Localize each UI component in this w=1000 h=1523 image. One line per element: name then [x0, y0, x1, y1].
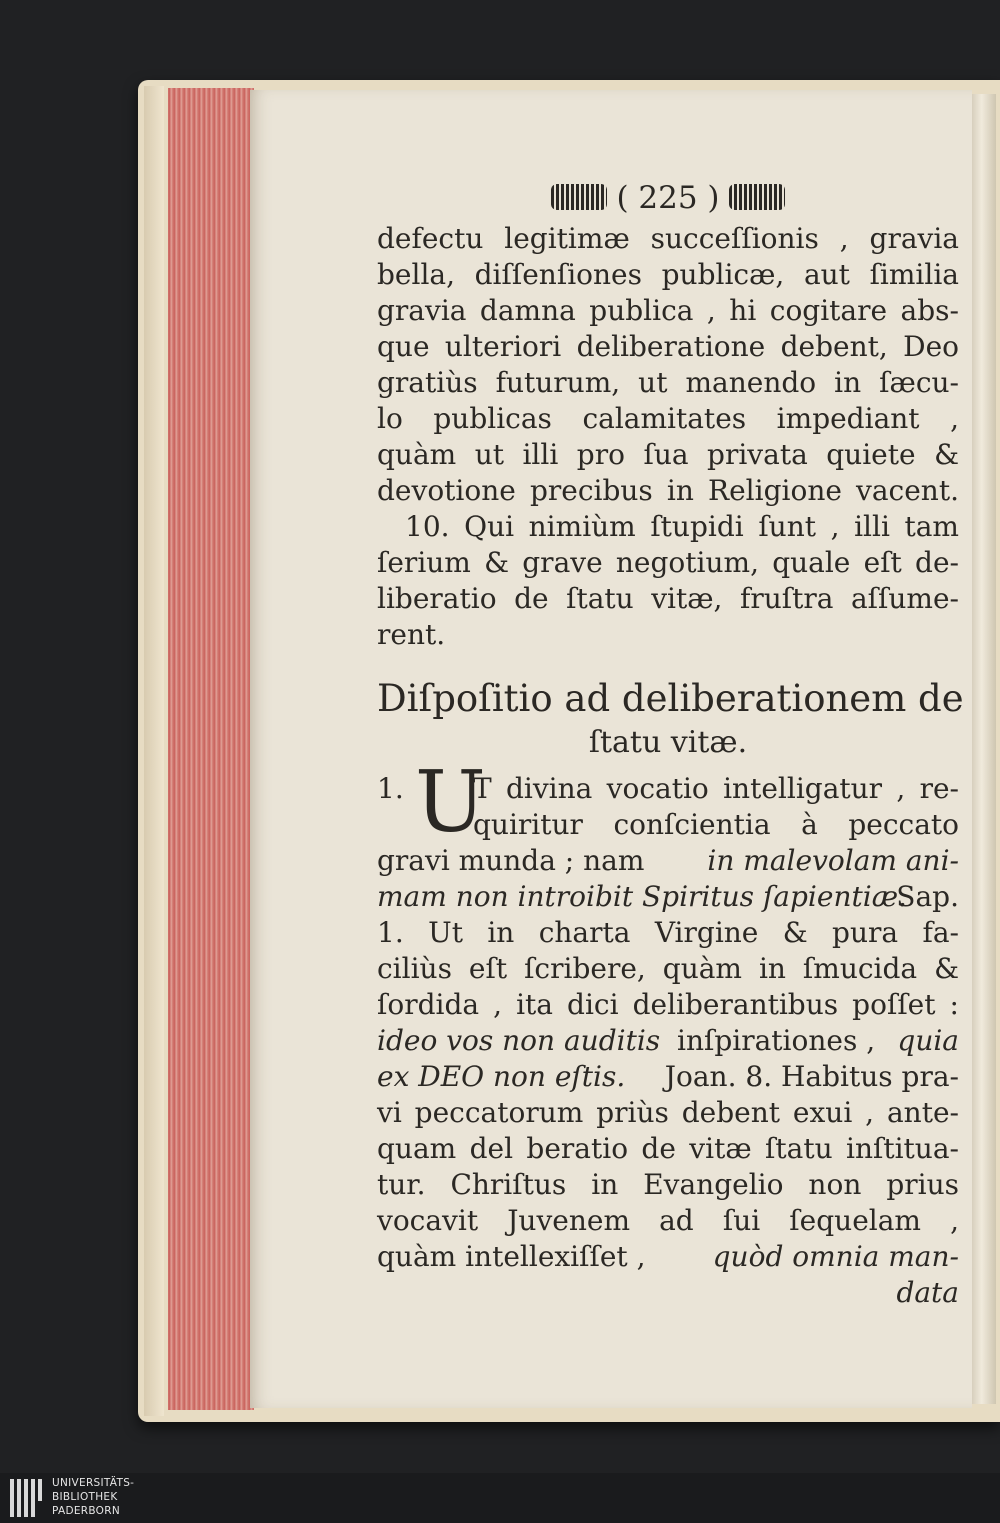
cover-edge	[144, 86, 164, 1416]
text-line: vocavit Juvenem ad ſui ſequelam ,	[377, 1204, 959, 1237]
page-header	[377, 177, 959, 219]
text-line: devotione precibus in Religione vacent.	[377, 474, 959, 507]
ornament-right-icon	[729, 184, 785, 210]
text-line-mixed	[377, 879, 959, 915]
text-line: gratiùs futurum, ut manendo in ſæcu-	[377, 366, 959, 399]
text-run-italic: mam non introibit Spiritus ſapientiæ.	[377, 880, 907, 913]
drop-cap: U	[415, 753, 486, 851]
text-line: 1. Ut in charta Virgine & pura fa-	[377, 916, 959, 949]
text-run: Sap.	[896, 880, 959, 913]
text-line: bella, diſſenſiones publicæ, aut ſimilia	[377, 258, 959, 291]
book	[138, 80, 1000, 1422]
page-number: ( 225 )	[616, 180, 720, 216]
text-line: ſerium & grave negotium, quale eſt de-	[377, 546, 959, 579]
section-subheading: ſtatu vitæ.	[588, 725, 748, 760]
text-line: tur. Chriſtus in Evangelio non prius	[377, 1168, 959, 1201]
text-run-italic: quia	[897, 1024, 959, 1057]
red-page-edges	[168, 88, 254, 1410]
library-logo-text	[52, 1476, 172, 1521]
logo-line: BIBLIOTHEK	[52, 1491, 118, 1503]
text-line-mixed	[377, 1059, 959, 1095]
text-line: quiritur conſcientia à peccato	[473, 808, 959, 841]
text-run-italic: ideo vos non auditis	[377, 1024, 661, 1057]
text-line-mixed	[377, 1239, 959, 1275]
text-line: lo publicas calamitates impediant ,	[377, 402, 959, 435]
text-line: defectu legitimæ succeſſionis , gravia	[377, 222, 959, 255]
text-line: liberatio de ſtatu vitæ, fruſtra aſſume-	[377, 582, 959, 615]
logo-line: PADERBORN	[52, 1505, 120, 1517]
library-logo-icon	[10, 1479, 44, 1517]
text-line: que ulteriori deliberatione debent, Deo	[377, 330, 959, 363]
text-line: quàm ut illi pro ſua privata quiete &	[377, 438, 959, 471]
catchword: data	[896, 1276, 959, 1309]
paragraph-number: 1.	[377, 772, 404, 805]
text-line: gravia damna publica , hi cogitare abs-	[377, 294, 959, 327]
page-gutter	[972, 94, 996, 1404]
ornament-left-icon	[551, 184, 607, 210]
section-heading: Diſpoſitio ad deliberationem de	[377, 677, 964, 720]
text-line: quam del beratio de vitæ ſtatu inſtitua-	[377, 1132, 959, 1165]
text-run: quàm intellexiſſet ,	[377, 1240, 646, 1273]
text-run: inſpirationes ,	[677, 1024, 876, 1057]
text-run-italic: in malevolam ani-	[707, 844, 959, 877]
text-run: gravi munda ; nam	[377, 844, 645, 877]
text-line: ciliùs eſt ſcribere, quàm in ſmucida &	[377, 952, 959, 985]
text-run: Joan. 8. Habitus pra-	[664, 1060, 959, 1093]
logo-line: UNIVERSITÄTS-	[52, 1477, 135, 1489]
text-run-italic: quòd omnia man-	[712, 1240, 959, 1273]
text-line-mixed	[377, 1023, 959, 1059]
text-line: vi peccatorum priùs debent exui , ante-	[377, 1096, 959, 1129]
text-run-italic: ex DEO non eſtis.	[377, 1060, 626, 1093]
text-line: T divina vocatio intelligatur , re-	[473, 772, 959, 805]
page-text	[377, 177, 964, 1417]
text-line: rent.	[377, 618, 446, 651]
text-line: ſordida , ita dici deliberantibus poſſet :	[377, 988, 959, 1021]
library-logo-bar	[0, 1473, 1000, 1523]
text-line: 10. Qui nimiùm ſtupidi ſunt , illi tam	[405, 510, 959, 543]
text-line-mixed	[377, 843, 959, 879]
